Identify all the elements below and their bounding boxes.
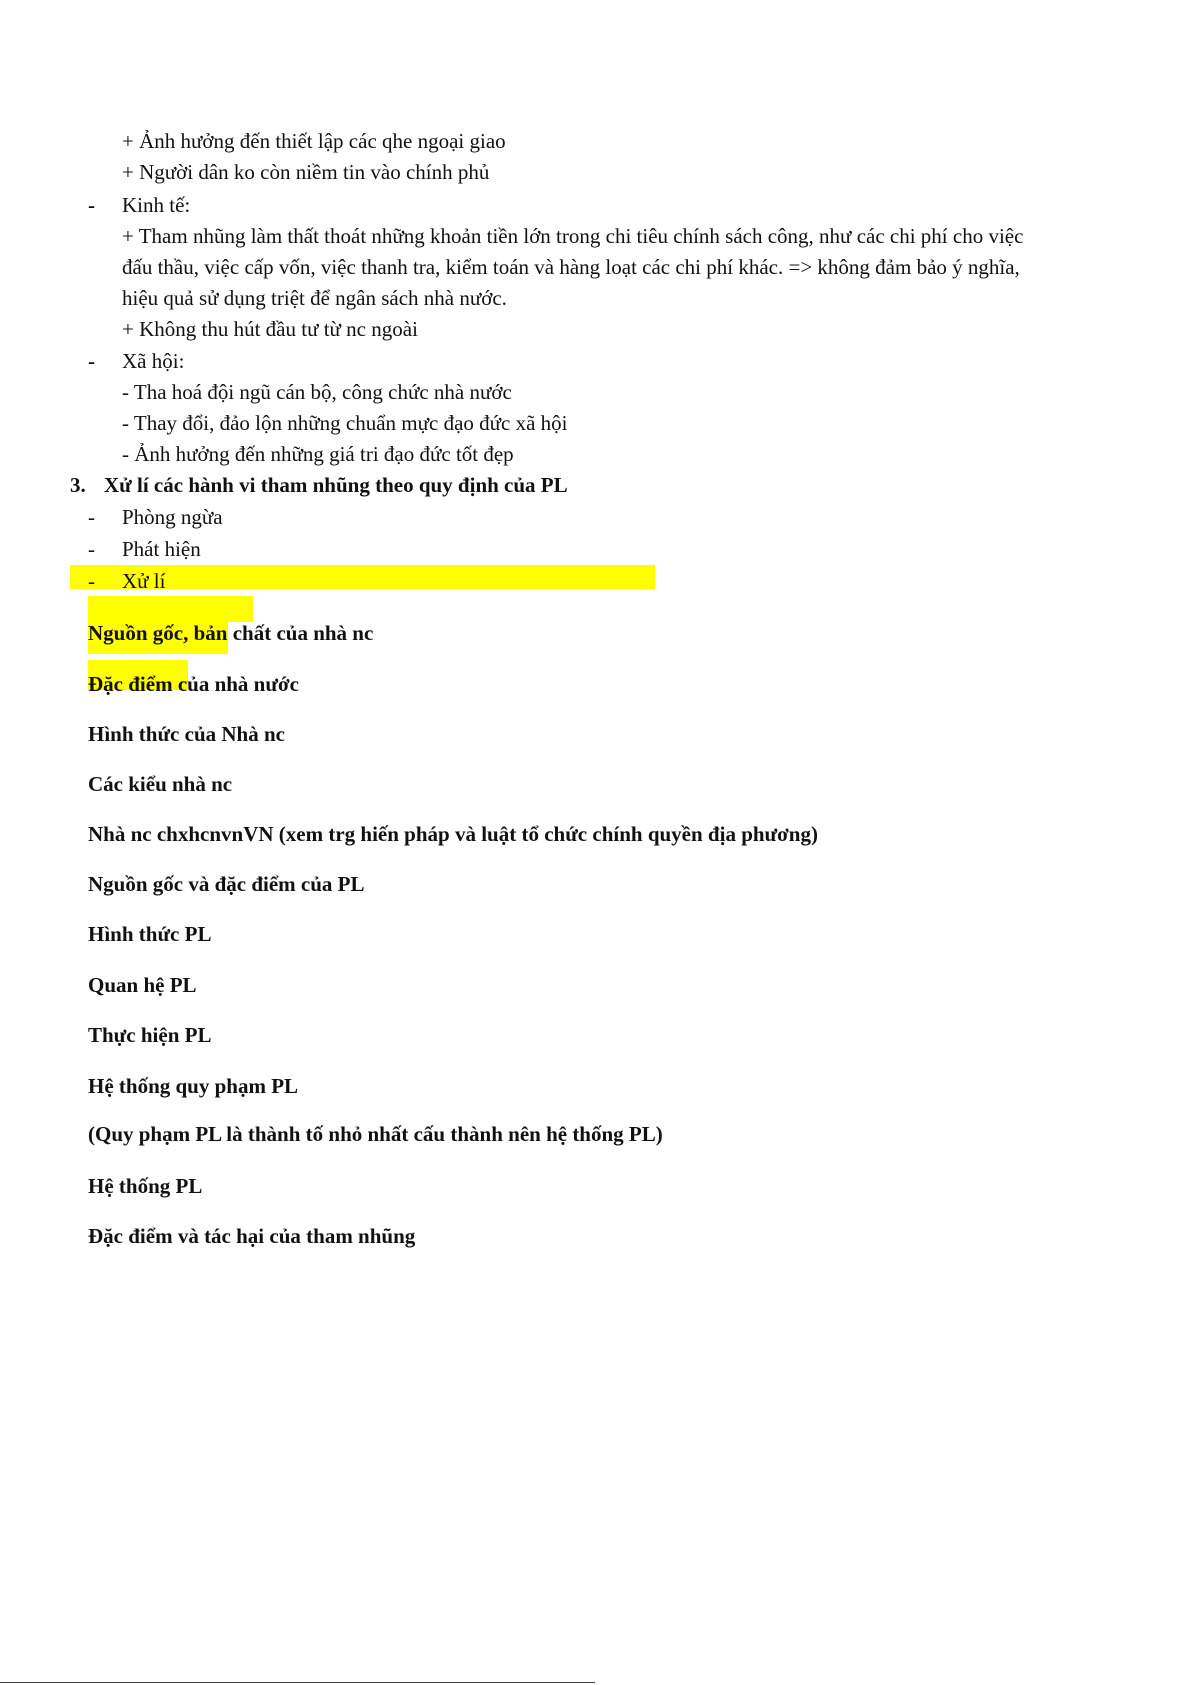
list-item: Xử lí [122, 569, 166, 593]
topic-item: Đặc điểm và tác hại của tham nhũng [88, 1224, 416, 1248]
text-line: - Ảnh hưởng đến những giá tri đạo đức tốt đẹp [122, 442, 514, 466]
section-title: Xử lí các hành vi tham nhũng theo quy định của PL [104, 473, 568, 497]
topic-item: Quan hệ PL [88, 973, 197, 997]
topic-item: Nhà nc chxhcnvnVN (xem trg hiến pháp và luật tổ chức chính quyền địa phương) [88, 822, 818, 846]
page-bottom-rule [0, 1682, 595, 1683]
topic-item: Hình thức của Nhà nc [88, 722, 285, 746]
bullet-dash: - [88, 537, 95, 561]
list-item: Phòng ngừa [122, 505, 223, 529]
topic-item: Hệ thống PL [88, 1174, 203, 1198]
text-line: + Người dân ko còn niềm tin vào chính phủ [122, 160, 490, 184]
bullet-dash: - [88, 349, 95, 373]
topic-item: Các kiểu nhà nc [88, 772, 233, 796]
section-number: 3. [70, 473, 86, 497]
topic-item: Đặc điểm của nhà nước [88, 672, 299, 696]
text-line: - Tha hoá đội ngũ cán bộ, công chức nhà nước [122, 380, 512, 404]
text-line: Xã hội: [122, 349, 185, 373]
topic-item: (Quy phạm PL là thành tố nhỏ nhất cấu thành nên hệ thống PL) [88, 1122, 663, 1146]
topic-item: Hình thức PL [88, 922, 212, 946]
text-line: đấu thầu, việc cấp vốn, việc thanh tra, kiểm toán và hàng loạt các chi phí khác. => không đảm bảo ý nghĩa, [122, 255, 1020, 279]
text-line: + Ảnh hưởng đến thiết lập các qhe ngoại giao [122, 129, 506, 153]
bullet-dash: - [88, 505, 95, 529]
text-line: + Tham nhũng làm thất thoát những khoản tiền lớn trong chi tiêu chính sách công, như các chi phí cho việc [122, 224, 1024, 248]
list-item: Phát hiện [122, 537, 201, 561]
topic-item: Thực hiện PL [88, 1023, 212, 1047]
text-line: + Không thu hút đầu tư từ nc ngoài [122, 317, 418, 341]
topic-item: Hệ thống quy phạm PL [88, 1074, 299, 1098]
bullet-dash: - [88, 569, 95, 593]
topic-item: Nguồn gốc, bản chất của nhà nc [88, 621, 374, 645]
text-line: Kinh tế: [122, 193, 191, 217]
text-line: - Thay đổi, đảo lộn những chuẩn mực đạo đức xã hội [122, 411, 568, 435]
bullet-dash: - [88, 193, 95, 217]
text-line: hiệu quả sử dụng triệt để ngân sách nhà nước. [122, 286, 507, 310]
topic-item: Nguồn gốc và đặc điểm của PL [88, 872, 365, 896]
